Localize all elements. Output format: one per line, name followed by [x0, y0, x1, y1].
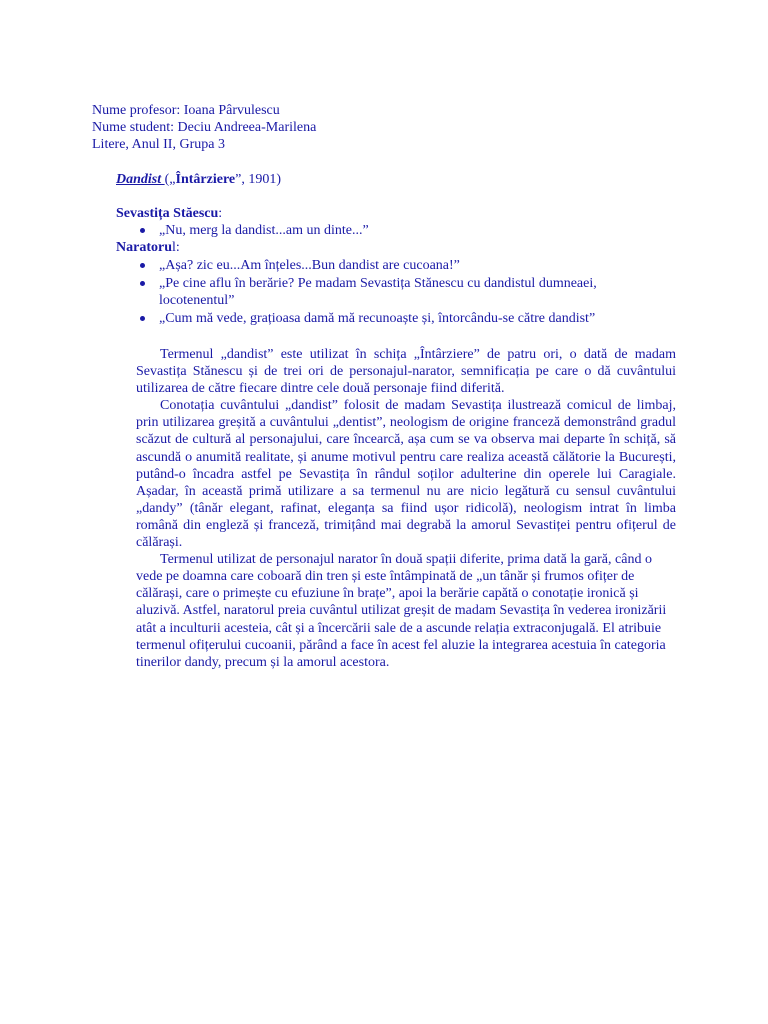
- group-line: Litere, Anul II, Grupa 3: [92, 137, 225, 152]
- quote-text: „Nu, merg la dandist...am un dinte...”: [159, 223, 369, 238]
- list-item: [116, 222, 656, 239]
- speaker-sevastita: [116, 205, 222, 222]
- quote-text: „Pe cine aflu în berărie? Pe madam Sevastița Stănescu cu dandistul dumneaei, locotenentul”: [159, 276, 597, 308]
- list-item: [116, 310, 656, 327]
- essay-body: [136, 346, 676, 671]
- list-item: [116, 257, 656, 274]
- title-word: Dandist: [116, 172, 165, 187]
- professor-line: Nume profesor: Ioana Pârvulescu: [92, 103, 280, 118]
- quote-text: „Cum mă vede, grațioasa damă mă recunoaște și, întorcându-se către dandist”: [159, 311, 596, 326]
- title-work: Întârziere: [175, 172, 236, 187]
- speaker-colon: :: [218, 206, 223, 221]
- speaker-narator: [116, 239, 180, 256]
- title-close: ”, 1901): [235, 172, 282, 187]
- list-item: [116, 275, 656, 309]
- paragraph: Conotația cuvântului „dandist” folosit de madam Sevastița ilustrează comicul de limbaj, prin utilizarea greșită a cuvântului „dentist”, neologism de origine franceză demonstrând gradul scăzut de cultură al personajului, care încearcă, așa cum se va observa mai departe în schiță, să ascundă o anumită realitate, și anume motivul pentru care realiza această călătorie la București, putând-o încadra astfel pe Sevastița în rândul soților adulterine din operele lui Caragiale. Așadar, în această primă utilizare a sa termenul nu are nicio legătură cu sensul cuvântului „dandy” (tânăr elegant, rafinat, eleganța sa fiind ușor ridicolă), neologism intrat în limba română din engleză și franceză, trimițând mai degrabă la amorul Sevastiței pentru ofițerul de călărași.: [136, 398, 676, 551]
- sevastita-quotes: [116, 222, 656, 240]
- quote-text: „Așa? zic eu...Am înțeles...Bun dandist are cucoana!”: [159, 258, 460, 273]
- speaker-name: Naratoru: [116, 240, 172, 255]
- bullet-icon: [140, 228, 145, 233]
- document-title: [116, 171, 281, 188]
- title-open: („: [164, 172, 176, 187]
- speaker-name: Sevastița Stăescu: [116, 206, 219, 221]
- document-header: [92, 102, 316, 153]
- bullet-icon: [140, 316, 145, 321]
- student-line: Nume student: Deciu Andreea-Marilena: [92, 120, 317, 135]
- speaker-tail: l:: [172, 240, 180, 255]
- narator-quotes: [116, 257, 656, 328]
- paragraph: Termenul „dandist” este utilizat în schița „Întârziere” de patru ori, o dată de madam Sevastița Stănescu și de trei ori de personajul-narator, semnificația pe care o dă cuvântului utilizarea de către fiecare dintre cele două personaje fiind diferită.: [136, 347, 676, 397]
- bullet-icon: [140, 263, 145, 268]
- paragraph: Termenul utilizat de personajul narator în două spații diferite, prima dată la gară, când o vede pe doamna care coboară din tren și este întâmpinată de „un tânăr și frumos ofițer de călărași, care o primește cu efuziune în brațe”, apoi la berărie capătă o conotație ironică și aluzivă. Astfel, naratorul preia cuvântul utilizat greșit de madam Sevastița în vederea ironizării atât a inculturii acesteia, cât și a încercării sale de a ascunde relația extraconjugală. El atribuie termenul ofițerului cucoanii, părând a face în acest fel aluzie la integrarea acestuia în categoria tinerilor dandy, precum și la amorul acestora.: [136, 552, 667, 670]
- bullet-icon: [140, 281, 145, 286]
